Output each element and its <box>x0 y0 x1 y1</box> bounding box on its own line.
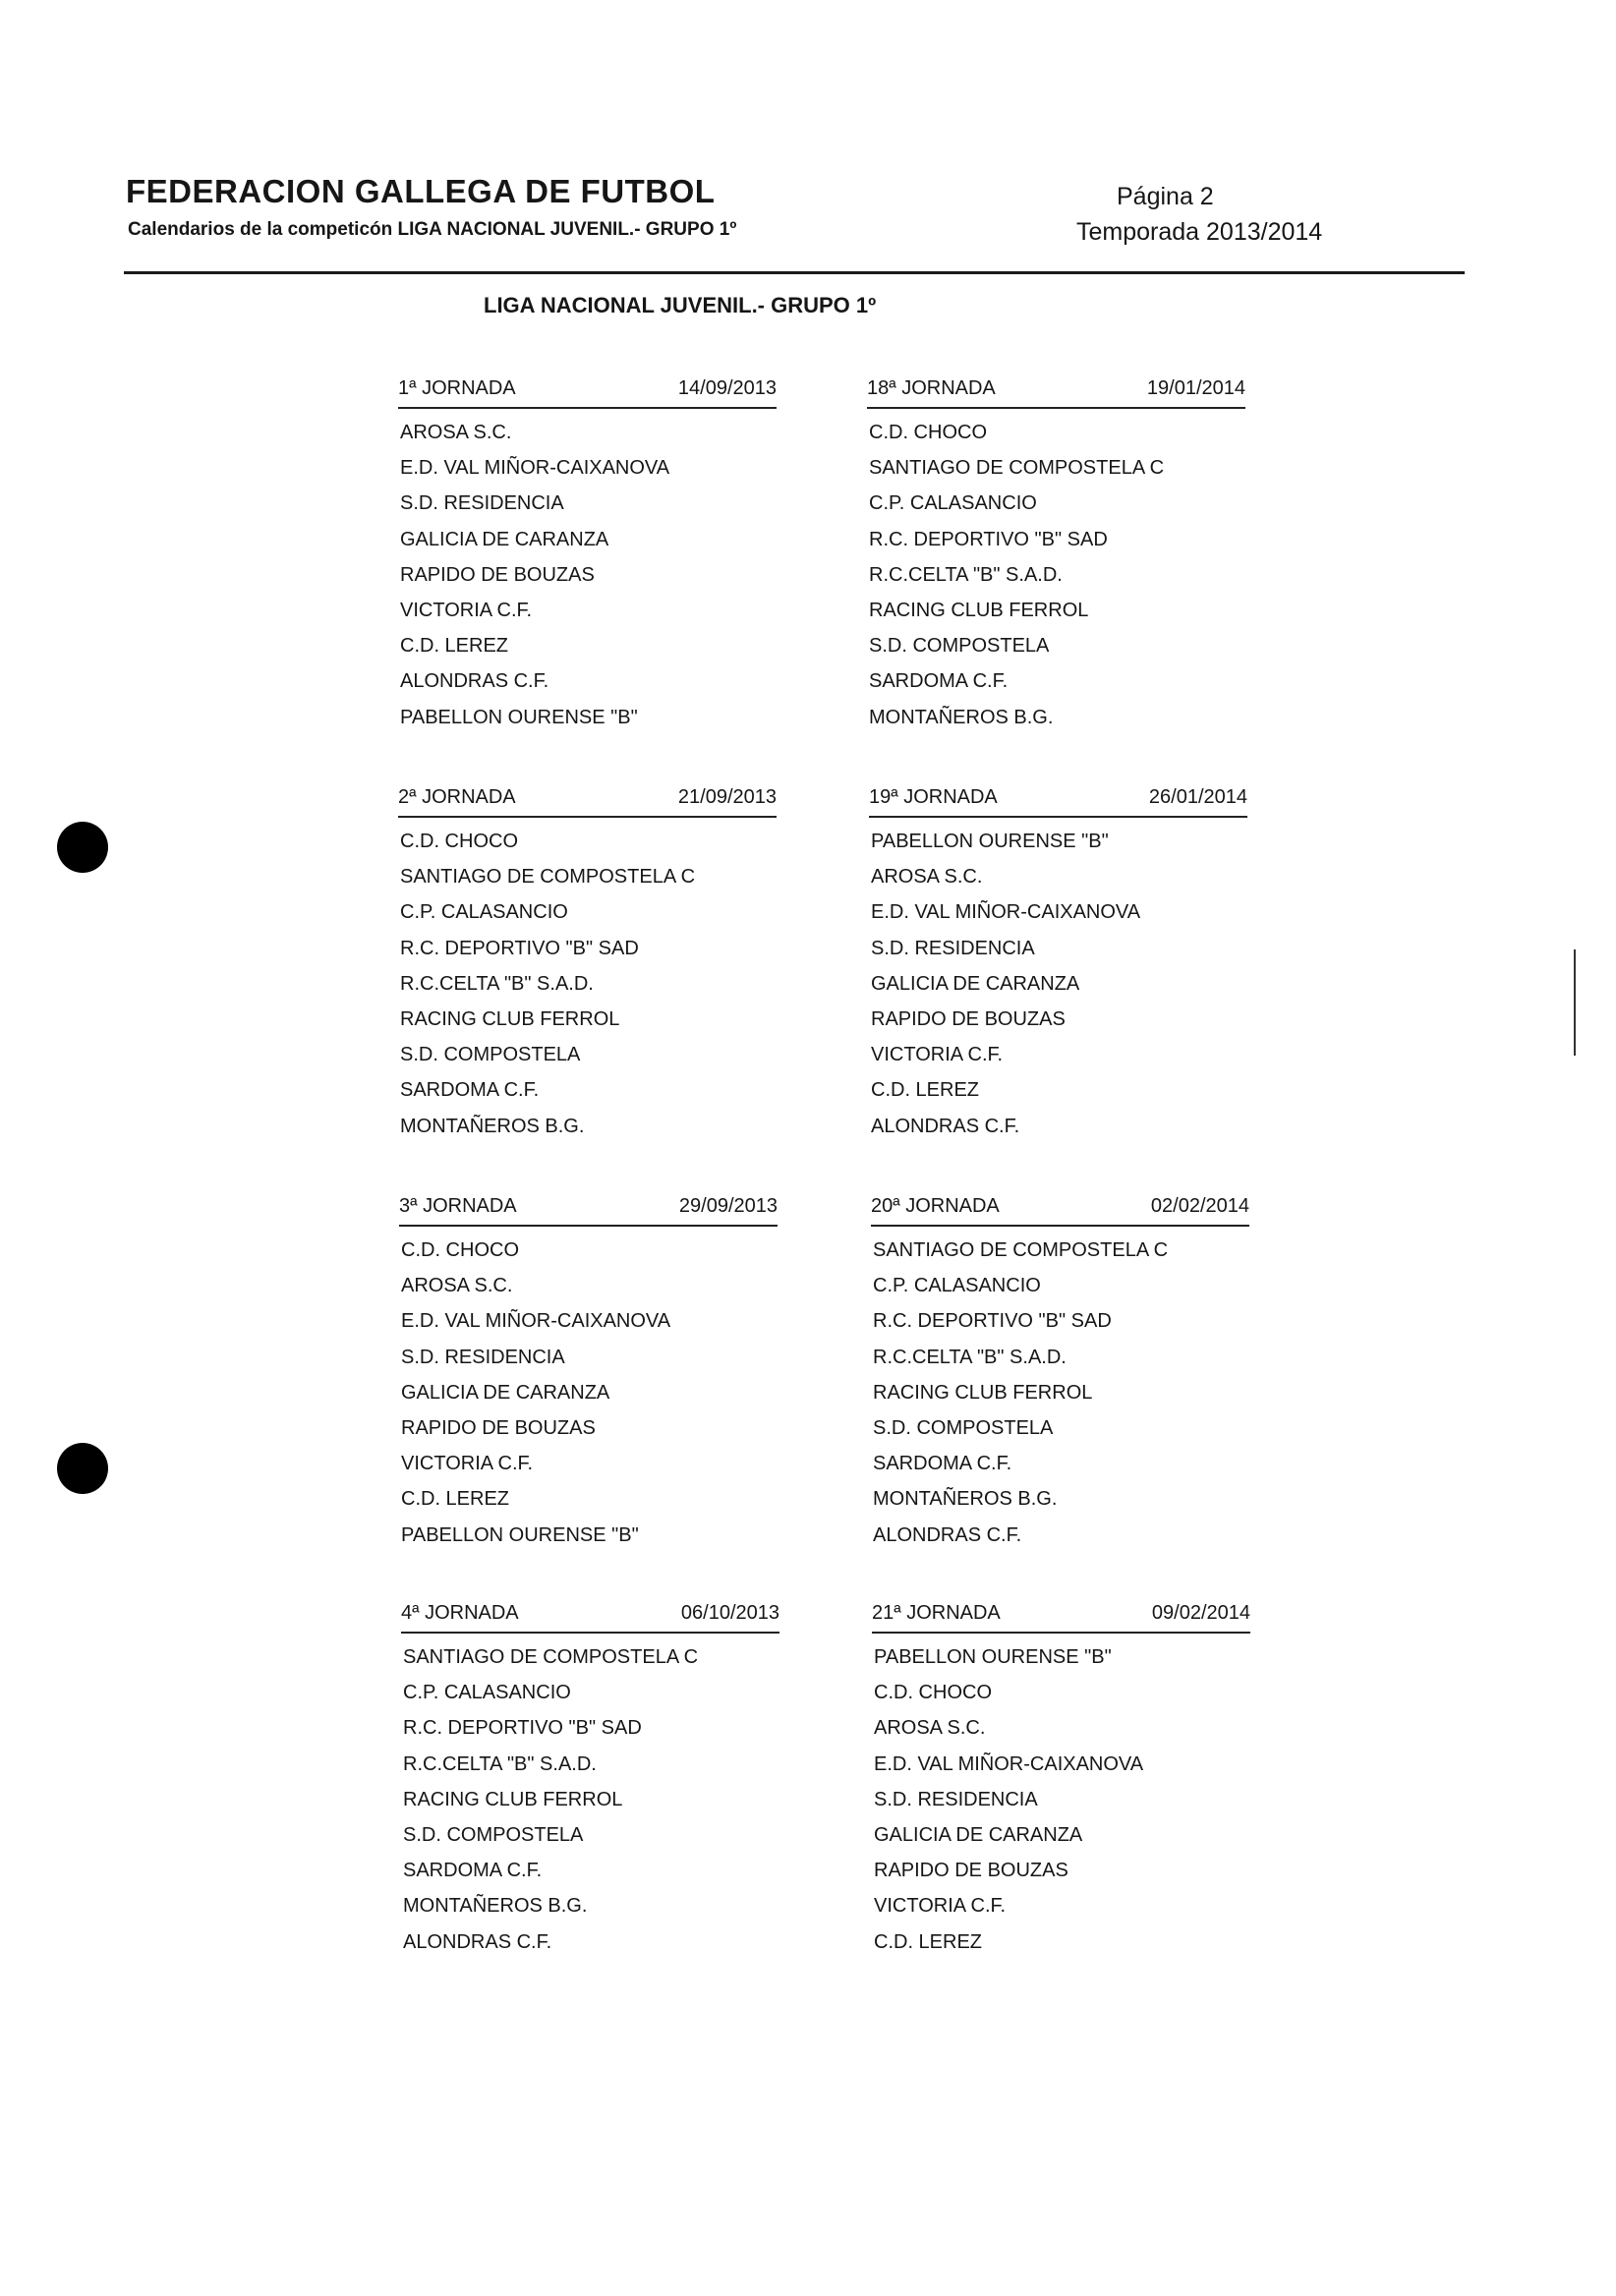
jornada-block <box>398 786 777 1144</box>
team-name: AROSA S.C. <box>871 866 983 889</box>
team-name: C.D. LEREZ <box>874 1930 983 1953</box>
team-name: E.D. VAL MIÑOR-CAIXANOVA <box>874 1752 1144 1775</box>
team-name: MONTAÑEROS B.G. <box>400 1115 585 1137</box>
team-name: E.D. VAL MIÑOR-CAIXANOVA <box>400 457 670 480</box>
jornada-date: 29/09/2013 <box>678 1195 778 1217</box>
team-name: RACING CLUB FERROL <box>869 599 1089 621</box>
team-name: SANTIAGO DE COMPOSTELA C <box>873 1239 1169 1261</box>
jornada-block <box>871 1195 1249 1553</box>
team-name: ALONDRAS C.F. <box>873 1523 1022 1546</box>
team-name: PABELLON OURENSE "B" <box>400 706 638 728</box>
team-name: C.D. LEREZ <box>401 1488 510 1511</box>
team-name: GALICIA DE CARANZA <box>401 1381 610 1404</box>
team-name: PABELLON OURENSE "B" <box>871 831 1109 852</box>
team-name: MONTAÑEROS B.G. <box>403 1895 588 1918</box>
team-name: SARDOMA C.F. <box>403 1860 543 1882</box>
team-name: R.C.CELTA "B" S.A.D. <box>873 1346 1067 1368</box>
team-name: S.D. COMPOSTELA <box>869 635 1050 658</box>
team-name: C.D. LEREZ <box>400 635 509 658</box>
team-name: SANTIAGO DE COMPOSTELA C <box>869 457 1165 480</box>
team-name: C.P. CALASANCIO <box>400 901 568 924</box>
team-name: RAPIDO DE BOUZAS <box>874 1860 1068 1882</box>
team-name: PABELLON OURENSE "B" <box>401 1523 639 1546</box>
punch-hole <box>57 822 108 873</box>
team-name: S.D. COMPOSTELA <box>873 1416 1054 1439</box>
jornada-divider <box>867 407 1245 409</box>
jornada-date: 06/10/2013 <box>680 1602 779 1624</box>
team-name: RAPIDO DE BOUZAS <box>400 563 595 586</box>
jornada-divider <box>399 1225 778 1227</box>
jornada-date: 14/09/2013 <box>677 377 777 399</box>
team-name: SANTIAGO DE COMPOSTELA C <box>400 866 696 889</box>
jornada-label: 20ª JORNADA <box>871 1195 1000 1217</box>
season-label: Temporada 2013/2014 <box>1076 218 1323 246</box>
team-name: R.C.CELTA "B" S.A.D. <box>400 972 594 995</box>
jornada-label: 21ª JORNADA <box>872 1602 1001 1624</box>
team-name: RAPIDO DE BOUZAS <box>871 1007 1066 1030</box>
header-divider <box>124 271 1465 274</box>
team-name: SARDOMA C.F. <box>869 670 1009 693</box>
team-name: SARDOMA C.F. <box>400 1079 540 1102</box>
team-name: R.C. DEPORTIVO "B" SAD <box>400 937 639 959</box>
team-name: AROSA S.C. <box>401 1275 513 1297</box>
team-name: ALONDRAS C.F. <box>403 1930 552 1953</box>
team-name: S.D. COMPOSTELA <box>400 1044 581 1066</box>
team-name: RACING CLUB FERROL <box>873 1381 1093 1404</box>
team-name: GALICIA DE CARANZA <box>400 528 609 550</box>
team-name: E.D. VAL MIÑOR-CAIXANOVA <box>401 1310 671 1333</box>
jornada-label: 1ª JORNADA <box>398 377 516 399</box>
team-name: R.C. DEPORTIVO "B" SAD <box>873 1310 1112 1333</box>
jornada-label: 19ª JORNADA <box>869 786 998 808</box>
scan-mark <box>1574 949 1576 1056</box>
jornada-divider <box>401 1632 779 1634</box>
jornada-date: 26/01/2014 <box>1148 786 1247 808</box>
jornada-block <box>399 1195 778 1553</box>
team-name: C.D. LEREZ <box>871 1079 980 1102</box>
team-name: R.C. DEPORTIVO "B" SAD <box>869 528 1108 550</box>
team-name: RACING CLUB FERROL <box>403 1788 623 1810</box>
team-name: S.D. RESIDENCIA <box>401 1346 565 1368</box>
team-name: E.D. VAL MIÑOR-CAIXANOVA <box>871 901 1141 924</box>
jornada-block <box>867 377 1245 735</box>
team-name: C.P. CALASANCIO <box>403 1682 571 1704</box>
jornada-block <box>872 1602 1250 1960</box>
team-name: VICTORIA C.F. <box>400 599 533 621</box>
jornada-block <box>398 377 777 735</box>
team-name: C.D. CHOCO <box>874 1682 992 1704</box>
team-name: S.D. COMPOSTELA <box>403 1823 584 1846</box>
team-name: ALONDRAS C.F. <box>400 670 549 693</box>
team-name: VICTORIA C.F. <box>871 1044 1004 1066</box>
jornada-divider <box>869 816 1247 818</box>
jornada-divider <box>398 407 777 409</box>
jornada-block <box>401 1602 779 1960</box>
team-name: AROSA S.C. <box>400 422 512 443</box>
jornada-label: 3ª JORNADA <box>399 1195 517 1217</box>
jornada-date: 02/02/2014 <box>1150 1195 1249 1217</box>
team-name: R.C. DEPORTIVO "B" SAD <box>403 1717 642 1740</box>
page-number: Página 2 <box>1117 183 1214 210</box>
team-name: AROSA S.C. <box>874 1717 986 1740</box>
jornada-divider <box>871 1225 1249 1227</box>
group-title: LIGA NACIONAL JUVENIL.- GRUPO 1º <box>484 293 877 317</box>
team-name: C.D. CHOCO <box>400 831 518 852</box>
jornada-date: 19/01/2014 <box>1146 377 1245 399</box>
team-name: R.C.CELTA "B" S.A.D. <box>869 563 1063 586</box>
team-name: PABELLON OURENSE "B" <box>874 1646 1112 1668</box>
jornada-label: 18ª JORNADA <box>867 377 996 399</box>
jornada-date: 09/02/2014 <box>1151 1602 1250 1624</box>
punch-hole <box>57 1443 108 1494</box>
team-name: S.D. RESIDENCIA <box>874 1788 1038 1810</box>
jornada-label: 4ª JORNADA <box>401 1602 519 1624</box>
team-name: GALICIA DE CARANZA <box>871 972 1080 995</box>
team-name: S.D. RESIDENCIA <box>871 937 1035 959</box>
federation-title: FEDERACION GALLEGA DE FUTBOL <box>126 173 716 209</box>
competition-subtitle: Calendarios de la competicón LIGA NACIONAL JUVENIL.- GRUPO 1º <box>128 219 737 240</box>
team-name: R.C.CELTA "B" S.A.D. <box>403 1752 597 1775</box>
team-name: VICTORIA C.F. <box>401 1453 534 1475</box>
team-name: C.P. CALASANCIO <box>873 1275 1041 1297</box>
team-name: MONTAÑEROS B.G. <box>869 706 1054 728</box>
team-name: RAPIDO DE BOUZAS <box>401 1416 596 1439</box>
jornada-divider <box>872 1632 1250 1634</box>
team-name: RACING CLUB FERROL <box>400 1007 620 1030</box>
team-name: ALONDRAS C.F. <box>871 1115 1020 1137</box>
jornada-label: 2ª JORNADA <box>398 786 516 808</box>
team-name: C.D. CHOCO <box>401 1239 519 1261</box>
team-name: MONTAÑEROS B.G. <box>873 1488 1058 1511</box>
team-name: C.P. CALASANCIO <box>869 492 1037 515</box>
jornada-divider <box>398 816 777 818</box>
jornada-date: 21/09/2013 <box>677 786 777 808</box>
jornada-block <box>869 786 1247 1144</box>
team-name: GALICIA DE CARANZA <box>874 1823 1083 1846</box>
team-name: SANTIAGO DE COMPOSTELA C <box>403 1646 699 1668</box>
team-name: S.D. RESIDENCIA <box>400 492 564 515</box>
team-name: SARDOMA C.F. <box>873 1453 1012 1475</box>
team-name: C.D. CHOCO <box>869 422 987 443</box>
team-name: VICTORIA C.F. <box>874 1895 1007 1918</box>
